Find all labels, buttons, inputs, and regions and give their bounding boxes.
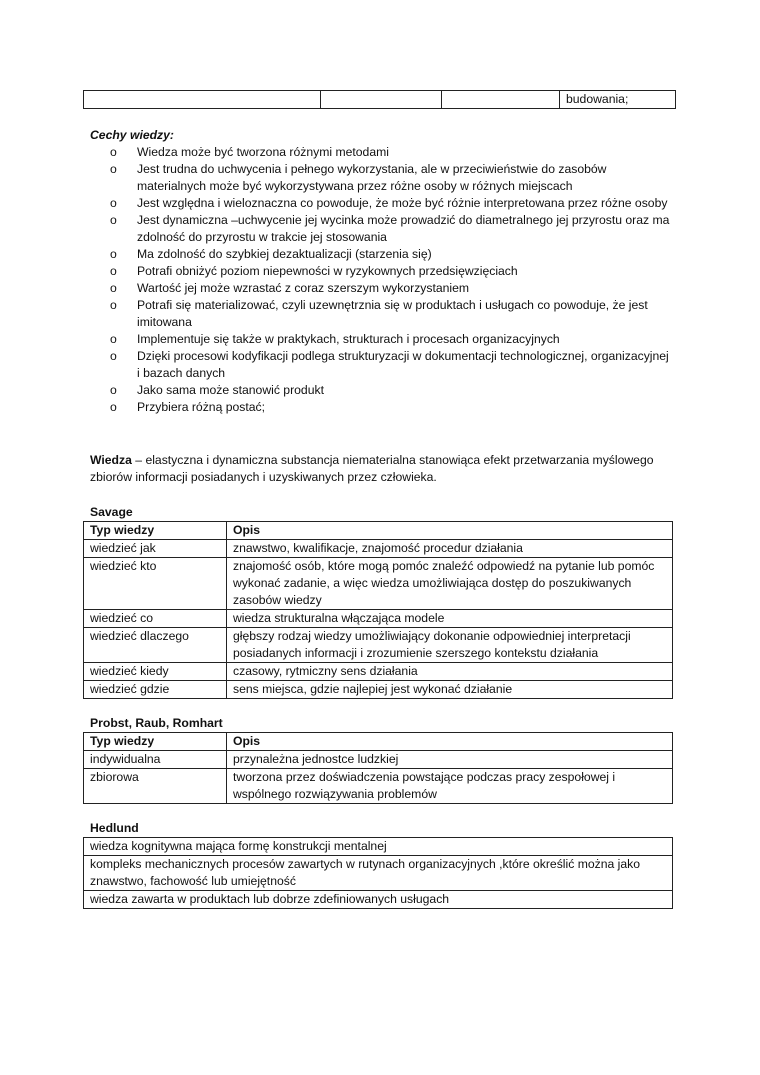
savage-title: Savage (90, 505, 133, 519)
list-item: o Jako sama może stanowić produkt (110, 383, 324, 397)
table-cell: zbiorowa (84, 769, 227, 804)
probst-table (83, 732, 673, 804)
table-cell: wiedzieć co (84, 610, 227, 628)
table-cell: budowania; (560, 91, 676, 109)
features-heading: Cechy wiedzy: (90, 128, 174, 142)
table-cell: głębszy rodzaj wiedzy umożliwiający dokonanie odpowiedniej interpretacji posiadanych informacji i zrozumienie szerszego kontekstu działania (227, 628, 673, 663)
bullet-icon: o (110, 247, 117, 261)
table-cell (321, 91, 442, 109)
table-cell: przynależna jednostce ludzkiej (227, 751, 673, 769)
table-cell: wiedzieć kiedy (84, 663, 227, 681)
table-header-row (84, 522, 673, 540)
list-item: o Wartość jej może wzrastać z coraz szerszym wykorzystaniem (110, 281, 470, 295)
bullet-icon: o (110, 349, 117, 363)
bullet-icon: o (110, 298, 117, 312)
features-list (110, 144, 670, 416)
definition-term: Wiedza (90, 453, 132, 467)
list-item: o Przybiera różną postać; (110, 400, 266, 414)
table-row (84, 628, 673, 663)
definition-text: – elastyczna i dynamiczna substancja niematerialna stanowiąca efekt przetwarzania myślowego zbiorów informacji posiadanych i uzyskiwanych przez człowieka. (90, 453, 654, 484)
table-row (84, 891, 673, 909)
table-cell: znawstwo, kwalifikacje, znajomość procedur działania (227, 540, 673, 558)
table-cell: tworzona przez doświadczenia powstające podczas pracy zespołowej i wspólnego rozwiązywania problemów (227, 769, 673, 804)
table-row (84, 751, 673, 769)
table-cell (442, 91, 560, 109)
column-header: Opis (227, 522, 673, 540)
bullet-icon: o (110, 383, 117, 397)
list-item: o Implementuje się także w praktykach, strukturach i procesach organizacyjnych (110, 332, 560, 346)
savage-table (83, 521, 673, 699)
table-row (84, 856, 673, 891)
table-header-row (84, 733, 673, 751)
table-cell: wiedzieć gdzie (84, 681, 227, 699)
list-item: o Potrafi się materializować, czyli uzewnętrznia się w produktach i usługach co powoduje, że jest imitowana (110, 298, 648, 329)
table-cell: wiedzieć dlaczego (84, 628, 227, 663)
table-cell (84, 91, 321, 109)
table-cell: znajomość osób, które mogą pomóc znaleźć odpowiedź na pytanie lub pomóc wykonać zadanie, a więc wiedza umożliwiająca dostęp do poszukiwanych zasobów wiedzy (227, 558, 673, 610)
column-header: Typ wiedzy (84, 522, 227, 540)
list-item: o Wiedza może być tworzona różnymi metodami (110, 145, 389, 159)
top-table-fragment (83, 90, 676, 109)
bullet-icon: o (110, 332, 117, 346)
bullet-icon: o (110, 281, 117, 295)
table-cell: wiedza zawarta w produktach lub dobrze zdefiniowanych usługach (84, 891, 673, 909)
table-cell: wiedza kognitywna mająca formę konstrukcji mentalnej (84, 838, 673, 856)
table-cell: wiedzieć jak (84, 540, 227, 558)
column-header: Opis (227, 733, 673, 751)
table-row (84, 558, 673, 610)
bullet-icon: o (110, 400, 117, 414)
bullet-icon: o (110, 145, 117, 159)
table-cell: sens miejsca, gdzie najlepiej jest wykonać działanie (227, 681, 673, 699)
bullet-icon: o (110, 264, 117, 278)
table-cell: wiedza strukturalna włączająca modele (227, 610, 673, 628)
table-row (84, 610, 673, 628)
list-item: o Jest względna i wieloznaczna co powoduje, że może być różnie interpretowana przez różne osoby (110, 196, 668, 210)
bullet-icon: o (110, 213, 117, 227)
bullet-icon: o (110, 162, 117, 176)
list-item: o Ma zdolność do szybkiej dezaktualizacji (starzenia się) (110, 247, 432, 261)
column-header: Typ wiedzy (84, 733, 227, 751)
list-item: o Jest dynamiczna –uchwycenie jej wycinka może prowadzić do diametralnego jej przyrostu oraz ma zdolność do przyrostu w trakcie jej stosowania (110, 213, 670, 244)
definition-paragraph (90, 452, 665, 486)
hedlund-title: Hedlund (90, 821, 139, 835)
list-item: o Jest trudna do uchwycenia i pełnego wykorzystania, ale w przeciwieństwie do zasobów materialnych może być wykorzystywana przez różne osoby w różnych miejscach (110, 162, 607, 193)
probst-title: Probst, Raub, Romhart (90, 716, 223, 730)
list-item: o Dzięki procesowi kodyfikacji podlega strukturyzacji w dokumentacji technologicznej, organizacyjnej i bazach danych (110, 349, 669, 380)
table-row (84, 681, 673, 699)
hedlund-table (83, 837, 673, 909)
list-item: o Potrafi obniżyć poziom niepewności w ryzykownych przedsięwzięciach (110, 264, 518, 278)
table-row (84, 663, 673, 681)
table-row (84, 769, 673, 804)
table-cell: kompleks mechanicznych procesów zawartych w rutynach organizacyjnych ,które określić można jako znawstwo, fachowość lub umiejętność (84, 856, 673, 891)
table-row (84, 540, 673, 558)
table-cell: indywidualna (84, 751, 227, 769)
table-row (84, 838, 673, 856)
table-cell: czasowy, rytmiczny sens działania (227, 663, 673, 681)
bullet-icon: o (110, 196, 117, 210)
table-cell: wiedzieć kto (84, 558, 227, 610)
table-row (84, 91, 676, 109)
